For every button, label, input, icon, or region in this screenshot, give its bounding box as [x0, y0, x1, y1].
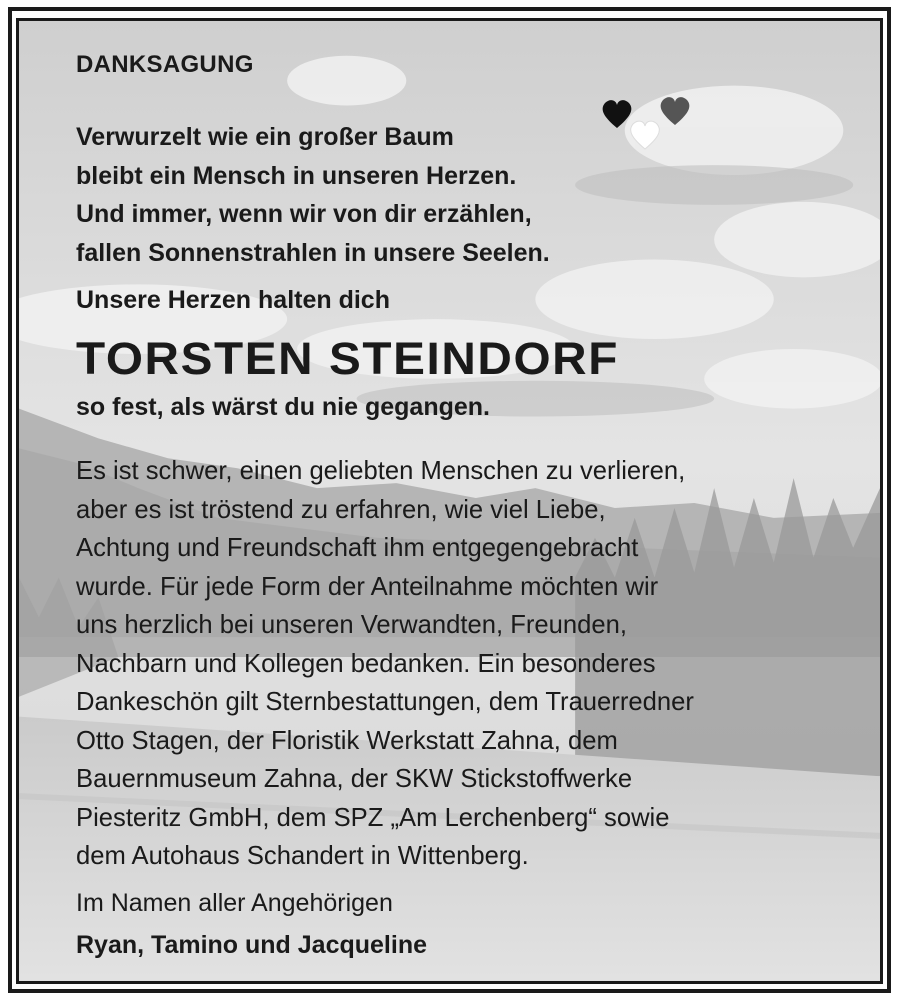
notice-content [19, 21, 880, 981]
closing-line: Im Namen aller Angehörigen [76, 889, 393, 917]
heading: DANKSAGUNG [76, 51, 254, 78]
paragraph-line: Dankeschön gilt Sternbestattungen, dem Trauerredner [76, 686, 694, 716]
paragraph-line: Achtung und Freundschaft ihm entgegengebracht [76, 532, 639, 562]
tagline: so fest, als wärst du nie gegangen. [76, 393, 490, 421]
signatories: Ryan, Tamino und Jacqueline [76, 931, 427, 959]
paragraph-line: Bauernmuseum Zahna, der SKW Stickstoffwerke [76, 763, 633, 793]
poem-line: Und immer, wenn wir von dir erzählen, [76, 200, 532, 228]
intro-line: Unsere Herzen halten dich [76, 286, 390, 314]
hearts-decoration [597, 93, 697, 163]
notice-card [16, 18, 883, 984]
paragraph-line: Piesteritz GmbH, dem SPZ „Am Lerchenberg“ sowie [76, 801, 670, 832]
thanks-paragraph [76, 451, 694, 875]
paragraph-line: wurde. Für jede Form der Anteilnahme möchten wir [76, 570, 659, 601]
white-heart-icon [631, 121, 660, 149]
poem-line: fallen Sonnenstrahlen in unsere Seelen. [76, 238, 550, 267]
black-heart-icon [603, 100, 632, 128]
paragraph-line: Otto Stagen, der Floristik Werkstatt Zahna, dem [76, 724, 618, 755]
poem [76, 118, 550, 272]
deceased-name: TORSTEN STEINDORF [76, 333, 619, 384]
poem-line: bleibt ein Mensch in unseren Herzen. [76, 161, 517, 190]
paragraph-line: Es ist schwer, einen geliebten Menschen zu verlieren, [76, 455, 686, 485]
paragraph-line: Nachbarn und Kollegen bedanken. Ein besonderes [76, 647, 656, 678]
paragraph-line: aber es ist tröstend zu erfahren, wie viel Liebe, [76, 493, 606, 524]
paragraph-line: dem Autohaus Schandert in Wittenberg. [76, 840, 529, 870]
poem-line: Verwurzelt wie ein großer Baum [76, 123, 454, 151]
paragraph-line: uns herzlich bei unseren Verwandten, Freunden, [76, 609, 627, 639]
gray-heart-icon [661, 97, 690, 125]
